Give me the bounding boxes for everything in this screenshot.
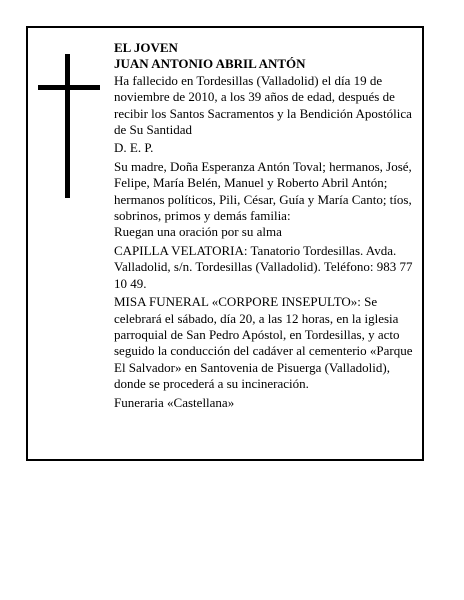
deceased-name: JUAN ANTONIO ABRIL ANTÓN	[114, 56, 306, 72]
obituary-notice	[26, 26, 424, 461]
rest-in-peace: D. E. P.	[114, 140, 154, 156]
cross-horizontal-bar	[38, 85, 100, 90]
prayer-request: Ruegan una oración por su alma	[114, 224, 282, 240]
chapel-info: CAPILLA VELATORIA: Tanatorio Tordesillas. Avda. Valladolid, s/n. Tordesillas (Valladolid). Teléfono: 983 77 10 49.	[114, 242, 413, 291]
funeral-home: Funeraria «Castellana»	[114, 394, 235, 410]
latin-cross-icon	[38, 54, 100, 198]
family-list: Su madre, Doña Esperanza Antón Toval; hermanos, José, Felipe, María Belén, Manuel y Roberto Abril Antón; hermanos políticos, Pili, César, Guía y María Canto; tíos, sobrinos, primos y demás familia:	[114, 158, 412, 224]
obituary-text	[114, 40, 414, 411]
heading-title: EL JOVEN	[114, 40, 178, 55]
cross-vertical-bar	[65, 54, 70, 198]
death-announcement: Ha fallecido en Tordesillas (Valladolid) el día 19 de noviembre de 2010, a los 39 años de edad, después de recibir los Santos Sacramentos y la Bendición Apostólica de Su Santidad	[114, 72, 412, 138]
funeral-mass-info: MISA FUNERAL «CORPORE INSEPULTO»: Se celebrará el sábado, día 20, a las 12 horas, en la iglesia parroquial de San Pedro Apóstol, en Tordesillas, y acto seguido la conducción del cadáver al cementerio «Parque El Salvador» en Santovenia de Pisuerga (Valladolid), donde se procederá a su incineración.	[114, 294, 413, 392]
